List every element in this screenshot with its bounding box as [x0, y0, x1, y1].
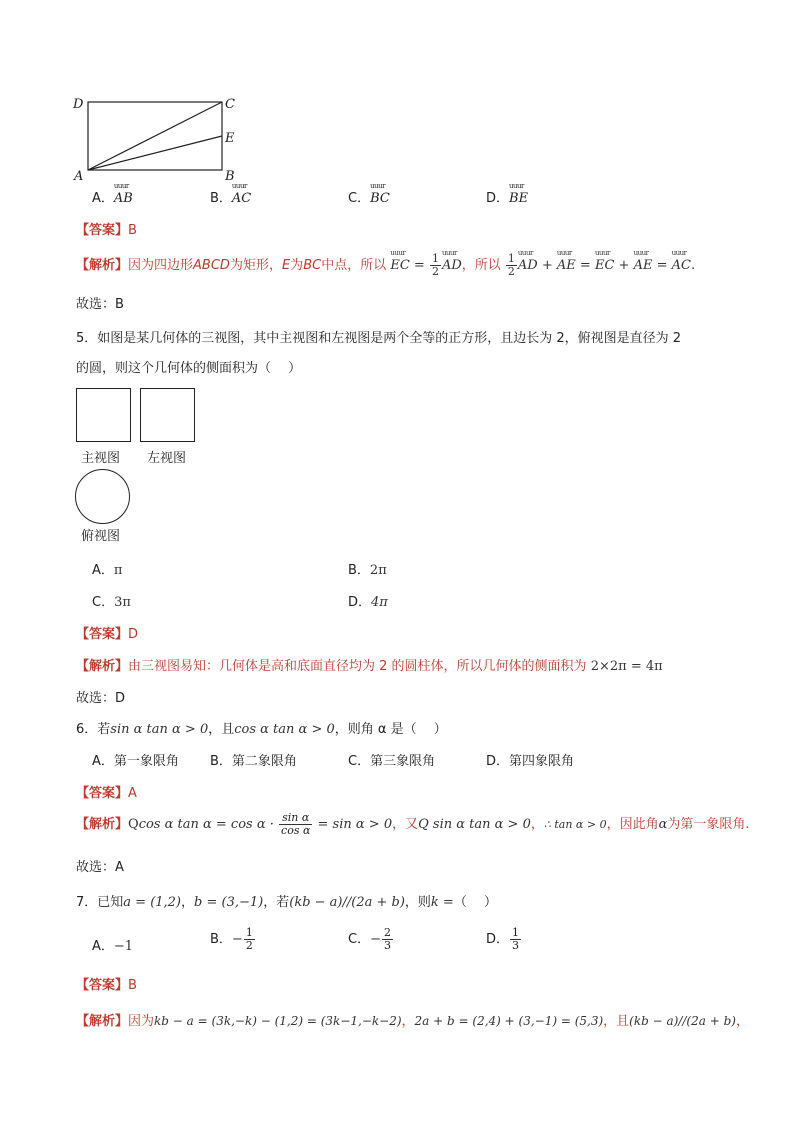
option-label: B．: [348, 563, 370, 578]
q5-select: [76, 687, 125, 706]
select-label: 故选：: [76, 860, 116, 875]
option-value: uuur AB: [114, 191, 133, 206]
answer-value: B: [128, 223, 137, 238]
label-a: A: [74, 169, 84, 182]
q6-option-b[interactable]: [210, 750, 297, 769]
analysis-bc: BC: [303, 258, 322, 273]
stem-text: （ ）: [453, 895, 497, 910]
stem-math: cos α tan α > 0: [234, 722, 335, 737]
q7-option-a[interactable]: [92, 935, 133, 954]
fraction-denominator: 2: [245, 939, 253, 952]
rectangle-figure: [70, 92, 250, 182]
stem-text: ，且: [208, 722, 235, 737]
option-label: D．: [486, 932, 510, 947]
fraction-numerator: sin α: [279, 812, 312, 825]
option-value: 第四象限角: [509, 754, 575, 769]
answer-value: B: [128, 978, 137, 993]
top-view-circle: [75, 469, 130, 524]
analysis-math-sum: $\frac{1}{2}$ uuur AD + uuur AE = uuur EC + uuur AE = uuur AC.: [505, 258, 695, 273]
option-label: B．: [210, 191, 232, 206]
analysis-math: = sin α > 0: [317, 817, 393, 832]
option-label: C．: [92, 595, 115, 610]
q5-answer: [76, 623, 138, 642]
q4-select: [76, 293, 124, 312]
option-value: uuur BC: [370, 191, 390, 206]
answer-tag: 【答案】: [76, 786, 129, 801]
q6-option-d[interactable]: [486, 750, 574, 769]
q5-analysis: [76, 655, 663, 674]
q5-option-a[interactable]: [92, 559, 122, 578]
analysis-text: ，: [735, 1014, 749, 1029]
option-label: C．: [348, 754, 371, 769]
side-view-label: 左视图: [147, 451, 187, 466]
analysis-text: 为矩形，: [229, 258, 282, 273]
analysis-text: 中点，所以: [321, 258, 387, 273]
q6-select: [76, 856, 124, 875]
q4-analysis: [76, 253, 695, 278]
option-value: uuur BE: [509, 191, 528, 206]
q5-option-d[interactable]: [348, 591, 388, 610]
analysis-tag: 【解析】: [76, 1014, 129, 1029]
label-b: B: [225, 169, 235, 182]
answer-tag: 【答案】: [76, 223, 129, 238]
select-value: D: [115, 691, 126, 706]
answer-value: A: [128, 786, 137, 801]
q5-stem-line2: 的圆，则这个几何体的侧面积为（ ）: [76, 361, 302, 376]
analysis-tag: 【解析】: [76, 817, 129, 832]
q7-option-d[interactable]: [486, 927, 522, 952]
q6-option-a[interactable]: [92, 750, 179, 769]
q5-stem-line1: 5．如图是某几何体的三视图，其中主视图和左视图是两个全等的正方形，且边长为 2，俯视图是直径为 2: [76, 331, 682, 346]
option-value: 3π: [114, 595, 131, 610]
analysis-math: 2a + b = (2,4) + (3,−1) = (5,3): [414, 1014, 604, 1028]
stem-math: sin α tan α > 0: [110, 722, 209, 737]
select-value: B: [115, 297, 124, 312]
option-label: A．: [92, 939, 114, 954]
analysis-e: E: [281, 258, 291, 273]
analysis-math: ∴ tan α > 0: [543, 818, 607, 831]
analysis-text: ，因此角: [606, 817, 659, 832]
q7-option-c[interactable]: [348, 927, 394, 952]
option-fraction: [510, 927, 521, 952]
q7-stem: [76, 891, 497, 910]
option-value: 第二象限角: [231, 754, 297, 769]
analysis-math: kb − a = (3k,−k) − (1,2) = (3k−1,−k−2): [154, 1014, 402, 1028]
answer-tag: 【答案】: [76, 978, 129, 993]
analysis-math-ec: uuur EC = $\frac{1}{2}$ uuur AD: [390, 258, 461, 273]
answer-tag: 【答案】: [76, 627, 129, 642]
option-value: −1: [113, 939, 134, 954]
analysis-text: ，又: [392, 817, 419, 832]
option-fraction: [244, 927, 255, 952]
stem-text: ，: [181, 895, 195, 910]
option-sign: −: [370, 932, 381, 947]
stem-math: (kb − a)//(2a + b): [289, 895, 405, 910]
fraction-denominator: cos α: [281, 824, 311, 837]
option-label: D．: [348, 595, 372, 610]
analysis-alpha: α: [658, 817, 668, 832]
select-label: 故选：: [76, 297, 116, 312]
option-label: A．: [92, 191, 114, 206]
top-view-label: 俯视图: [81, 529, 121, 544]
q5-option-c[interactable]: [92, 591, 131, 610]
option-label: C．: [348, 932, 371, 947]
analysis-text: 为: [290, 258, 304, 273]
analysis-text: 为第一象限角.: [667, 817, 750, 832]
q6-answer: [76, 782, 137, 801]
option-label: C．: [348, 191, 371, 206]
fraction-denominator: 3: [512, 939, 520, 952]
label-e: E: [225, 131, 235, 146]
q7-option-b[interactable]: [210, 927, 256, 952]
q7-analysis: [76, 1010, 749, 1029]
stem-k: k =: [430, 895, 454, 910]
q4-option-b[interactable]: [210, 187, 251, 206]
option-label: A．: [92, 754, 114, 769]
stem-text: ，若: [263, 895, 290, 910]
q7-answer: [76, 974, 137, 993]
stem-text: 6．若: [76, 722, 111, 737]
analysis-math: Q sin α tan α > 0: [418, 817, 531, 832]
analysis-tag: 【解析】: [76, 258, 129, 273]
q4-option-a[interactable]: [92, 187, 133, 206]
option-label: D．: [486, 754, 510, 769]
fraction-numerator: 2: [383, 926, 391, 939]
analysis-text: 因为四边形: [128, 258, 194, 273]
side-view-square: [140, 388, 195, 442]
option-fraction: [382, 927, 393, 952]
stem-math: b = (3,−1): [194, 895, 264, 910]
analysis-text: 因为: [128, 1014, 155, 1029]
analysis-math: (kb − a)//(2a + b): [629, 1014, 736, 1028]
analysis-abcd: ABCD: [193, 258, 230, 273]
option-label: B．: [210, 754, 232, 769]
option-value: 第三象限角: [370, 754, 436, 769]
analysis-text: 由三视图易知：几何体是高和底面直径均为 2 的圆柱体，所以几何体的侧面积为: [128, 659, 587, 674]
option-value: uuur AC: [232, 191, 251, 206]
analysis-text: ，所以: [461, 258, 501, 273]
select-label: 故选：: [76, 691, 116, 706]
option-value: π: [113, 563, 123, 578]
analysis-tag: 【解析】: [76, 659, 129, 674]
label-d: D: [73, 97, 84, 112]
segment-ac: [88, 102, 222, 170]
option-value: 2π: [369, 563, 387, 578]
select-value: A: [115, 860, 124, 875]
q4-answer: [76, 219, 137, 238]
fraction-denominator: 3: [383, 939, 391, 952]
option-label: A．: [92, 563, 114, 578]
analysis-math: 2×2π = 4π: [590, 659, 663, 674]
q6-stem: [76, 718, 447, 737]
analysis-text: ，: [401, 1014, 415, 1029]
analysis-fraction: [279, 812, 312, 837]
option-label: D．: [486, 191, 510, 206]
label-c: C: [225, 97, 235, 112]
q4-option-c[interactable]: [348, 187, 390, 206]
stem-text: 7．已知: [76, 895, 124, 910]
segment-ae: [88, 136, 222, 170]
stem-math: a = (1,2): [123, 895, 182, 910]
analysis-text: ，: [530, 817, 544, 832]
q6-option-c[interactable]: [348, 750, 435, 769]
analysis-math: cos α tan α = cos α ·: [138, 817, 274, 832]
option-value: 第一象限角: [113, 754, 179, 769]
analysis-q: Q: [128, 817, 139, 832]
option-sign: −: [231, 932, 243, 947]
q6-analysis: [76, 812, 750, 837]
fraction-numerator: 1: [512, 926, 520, 939]
answer-value: D: [128, 627, 139, 642]
stem-text: ，则: [404, 895, 431, 910]
analysis-text: ，且: [603, 1014, 630, 1029]
option-value: 4π: [371, 595, 388, 610]
q5-option-b[interactable]: [348, 559, 387, 578]
q4-option-d[interactable]: [486, 187, 528, 206]
front-view-label: 主视图: [81, 451, 121, 466]
fraction-numerator: 1: [245, 926, 253, 939]
stem-text: ，则角 α 是（ ）: [334, 722, 447, 737]
front-view-square: [76, 388, 131, 442]
option-label: B．: [210, 932, 232, 947]
